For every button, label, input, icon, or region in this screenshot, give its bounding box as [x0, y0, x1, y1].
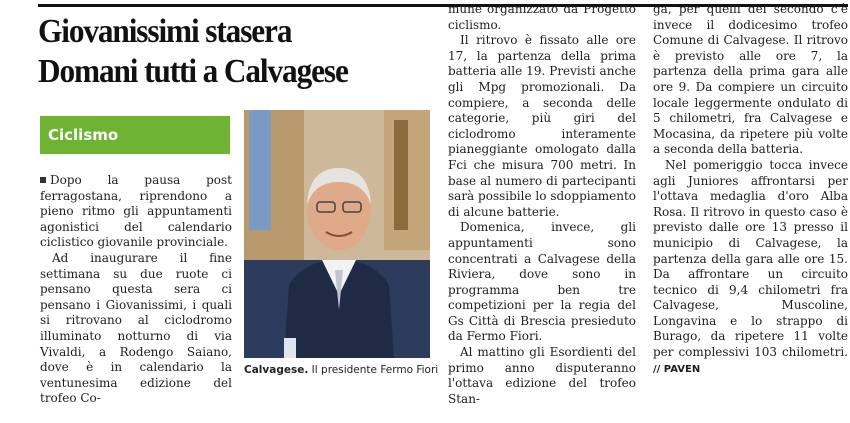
column-1	[40, 173, 232, 407]
paragraph: Dopo la pausa post ferragostana, riprendono a pieno ritmo gli appuntamenti agonistici del calendario ciclistico giovanile provinciale.	[40, 173, 232, 250]
photo-caption	[244, 364, 444, 376]
headline	[38, 12, 406, 92]
column-2	[448, 2, 636, 407]
author-signature: // PAVEN	[653, 363, 701, 375]
caption-lead: Calvagese.	[244, 364, 309, 376]
caption-text: Il presidente Fermo Fiori	[311, 364, 439, 376]
photo-fermo-fiori	[244, 110, 430, 358]
headline-line-1: Giovanissimi stasera	[38, 13, 292, 50]
headline-line-2: Domani tutti a Calvagese	[38, 53, 348, 90]
paragraph: Domenica, invece, gli appuntamenti sono concentrati a Calvagese della Riviera, dove sono in programma ben tre competizioni per la regia del Gs Città di Brescia presieduto da Fermo Fiori.	[448, 220, 636, 344]
section-tag: Ciclismo	[40, 116, 230, 154]
paragraph: Il ritrovo è fissato alle ore 17, la partenza della prima batteria alle 19. Previsti anche gli Mpg promozionali. Da compiere, a seconda delle categorie, più giri del ciclodromo interamente pianeggiante omologato dalla Fci che misura 700 metri. In base al numero di partecipanti sarà possibile lo sdoppiamento di alcune batterie.	[448, 33, 636, 219]
portrait-image	[244, 110, 430, 358]
bullet-icon	[40, 177, 46, 183]
paragraph: Ad inaugurare il fine settimana su due ruote ci pensano questa sera ci pensano i Giovanissimi, i quali si ritrovano al ciclodromo illuminato notturno di via Vivaldi, a Rodengo Saiano, dove è in calendario la ventunesima edizione del trofeo Co-	[40, 250, 232, 406]
column-3	[653, 2, 848, 377]
paragraph: mune organizzato da Progetto ciclismo.	[448, 2, 636, 32]
paragraph: Nel pomeriggio tocca invece agli Juniores affrontarsi per l'ottava medaglia d'oro Alba Rosa. Il ritrovo in questo caso è previsto dalle ore 13 presso il municipio di Calvagese, la partenza della gara alle ore 15. Da affrontare un circuito tecnico di 9,4 chilometri fra Calvagese, Muscoline, Longavina e lo strappo di Burago, da ripetere 11 volte per complessivi 103 chilometri. // PAVEN	[653, 157, 848, 375]
paragraph: ga, per quelli del secondo c'è invece il dodicesimo trofeo Comune di Calvagese. Il ritrovo è previsto alle ore 7, la partenza della prima gara alle ore 9. Da compiere un circuito locale leggermente ondulato di 5 chilometri, fra Calvagese e Mocasina, da ripetere più volte a seconda della batteria.	[653, 2, 848, 157]
paragraph: Al mattino gli Esordienti del primo anno disputeranno l'ottava edizione del trofeo Stan-	[448, 345, 636, 406]
